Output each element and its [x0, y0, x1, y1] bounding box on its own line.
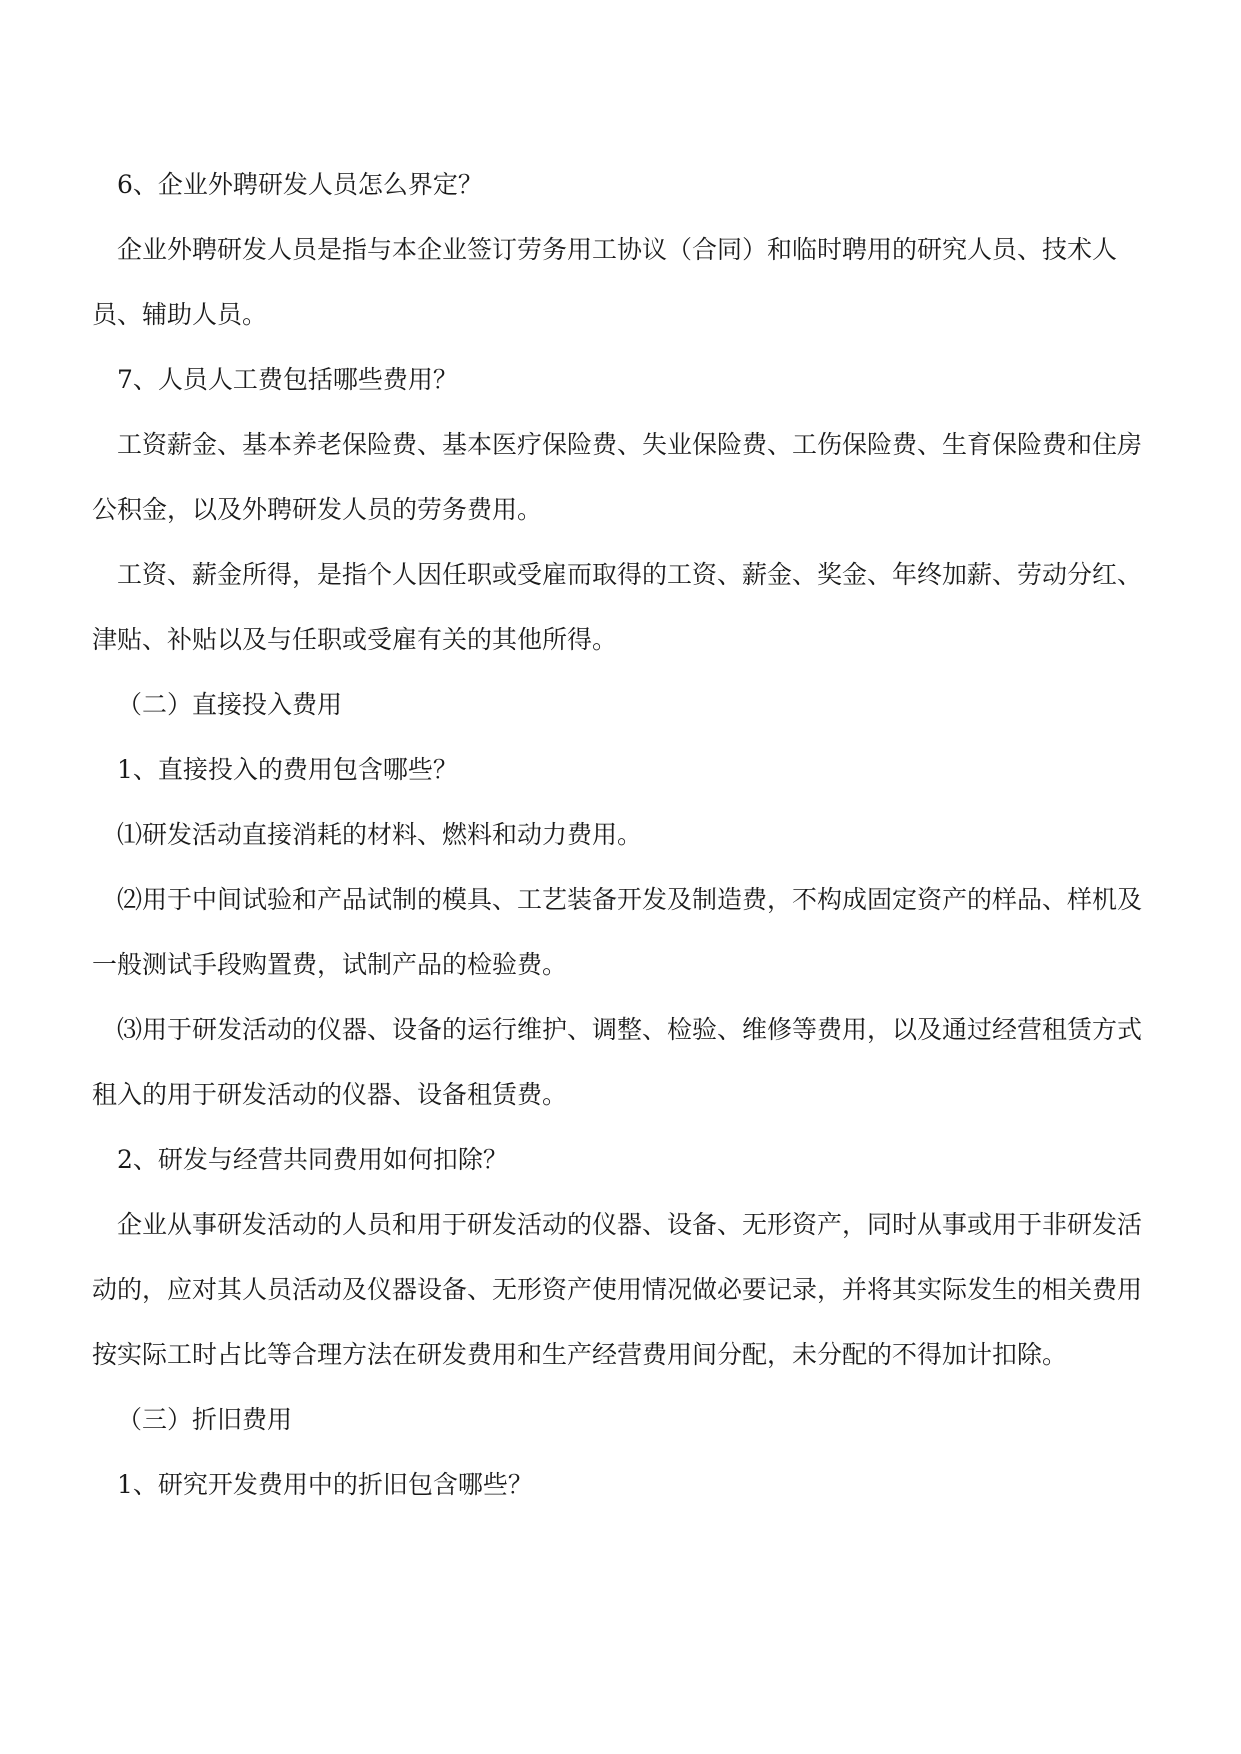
answer-paragraph: 工资薪金、基本养老保险费、基本医疗保险费、失业保险费、工伤保险费、生育保险费和住房公积金，以及外聘研发人员的劳务费用。: [92, 430, 1143, 524]
question-heading: 6、企业外聘研发人员怎么界定？: [117, 170, 483, 199]
document-body: [92, 152, 1154, 1517]
question-heading: 1、直接投入的费用包含哪些？: [117, 755, 458, 784]
question-heading: 2、研发与经营共同费用如何扣除？: [117, 1145, 508, 1174]
list-item: ⑶用于研发活动的仪器、设备的运行维护、调整、检验、维修等费用，以及通过经营租赁方式租入的用于研发活动的仪器、设备租赁费。: [92, 1015, 1143, 1109]
list-item: ⑵用于中间试验和产品试制的模具、工艺装备开发及制造费，不构成固定资产的样品、样机及一般测试手段购置费，试制产品的检验费。: [92, 885, 1143, 979]
question-heading: 1、研究开发费用中的折旧包含哪些？: [117, 1470, 533, 1499]
list-item: ⑴研发活动直接消耗的材料、燃料和动力费用。: [117, 820, 643, 849]
section-heading: （三）折旧费用: [117, 1405, 293, 1434]
section-heading: （二）直接投入费用: [117, 690, 343, 719]
question-heading: 7、人员人工费包括哪些费用？: [117, 365, 458, 394]
answer-paragraph: 企业从事研发活动的人员和用于研发活动的仪器、设备、无形资产，同时从事或用于非研发活动的，应对其人员活动及仪器设备、无形资产使用情况做必要记录，并将其实际发生的相关费用按实际工时占比等合理方法在研发费用和生产经营费用间分配，未分配的不得加计扣除。: [92, 1210, 1143, 1369]
answer-paragraph: 工资、薪金所得，是指个人因任职或受雇而取得的工资、薪金、奖金、年终加薪、劳动分红、津贴、补贴以及与任职或受雇有关的其他所得。: [92, 560, 1143, 654]
answer-paragraph: 企业外聘研发人员是指与本企业签订劳务用工协议（合同）和临时聘用的研究人员、技术人员、辅助人员。: [92, 235, 1118, 329]
